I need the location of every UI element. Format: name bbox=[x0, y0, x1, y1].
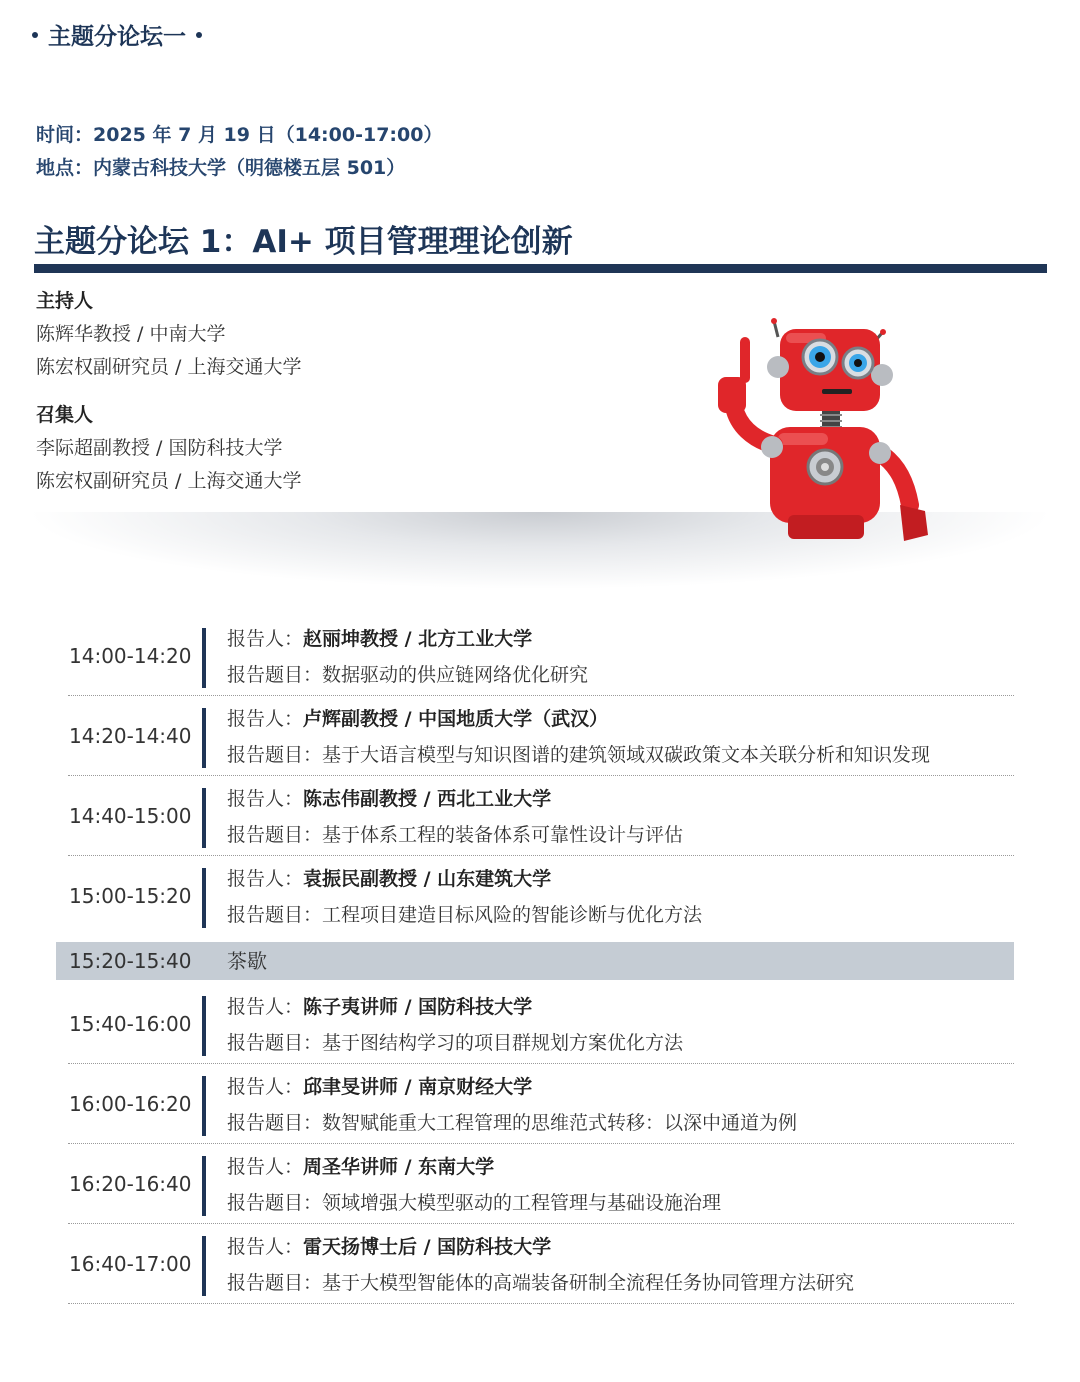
topic-label: 报告题目： bbox=[227, 1192, 323, 1214]
topic-label: 报告题目： bbox=[227, 1112, 323, 1134]
session-time: 15:40-16:00 bbox=[69, 1012, 192, 1036]
robot-illustration bbox=[700, 315, 945, 547]
bullet-dot-icon bbox=[32, 32, 38, 38]
speaker-name: 雷天扬博士后 / 国防科技大学 bbox=[303, 1236, 552, 1258]
session-time: 14:40-15:00 bbox=[69, 804, 192, 828]
schedule-row bbox=[56, 984, 1014, 1064]
topic-title: 工程项目建造目标风险的智能诊断与优化方法 bbox=[322, 904, 703, 926]
host-person: 陈辉华教授 / 中南大学 bbox=[36, 323, 226, 345]
row-accent-bar bbox=[202, 868, 206, 928]
schedule-row bbox=[56, 616, 1014, 696]
speaker-name: 赵丽坤教授 / 北方工业大学 bbox=[303, 628, 533, 650]
session-time: 16:40-17:00 bbox=[69, 1252, 192, 1276]
convener-person: 陈宏权副研究员 / 上海交通大学 bbox=[36, 470, 302, 492]
speaker-label: 报告人： bbox=[227, 708, 304, 730]
speaker-label: 报告人： bbox=[227, 1076, 304, 1098]
topic-title: 基于大模型智能体的高端装备研制全流程任务协同管理方法研究 bbox=[322, 1272, 855, 1294]
host-person: 陈宏权副研究员 / 上海交通大学 bbox=[36, 356, 302, 378]
convener-person: 李际超副教授 / 国防科技大学 bbox=[36, 437, 283, 459]
break-label: 茶歇 bbox=[227, 949, 267, 973]
speaker-label: 报告人： bbox=[227, 1236, 304, 1258]
row-accent-bar bbox=[202, 628, 206, 688]
speaker-name: 周圣华讲师 / 东南大学 bbox=[303, 1156, 495, 1178]
topic-title: 领域增强大模型驱动的工程管理与基础设施治理 bbox=[322, 1192, 722, 1214]
speaker-name: 陈子夷讲师 / 国防科技大学 bbox=[303, 996, 533, 1018]
hosts-label: 主持人 bbox=[36, 290, 94, 312]
title-rule bbox=[34, 264, 1047, 273]
speaker-name: 陈志伟副教授 / 西北工业大学 bbox=[303, 788, 552, 810]
speaker-name: 袁振民副教授 / 山东建筑大学 bbox=[303, 868, 552, 890]
people-block bbox=[36, 284, 636, 498]
speaker-label: 报告人： bbox=[227, 628, 304, 650]
schedule-row bbox=[56, 696, 1014, 776]
topic-label: 报告题目： bbox=[227, 1032, 323, 1054]
row-accent-bar bbox=[202, 996, 206, 1056]
speaker-label: 报告人： bbox=[227, 996, 304, 1018]
schedule-row bbox=[56, 776, 1014, 856]
break-time: 15:20-15:40 bbox=[69, 949, 192, 973]
bullet-dot-icon bbox=[196, 32, 202, 38]
session-time: 16:20-16:40 bbox=[69, 1172, 192, 1196]
topic-label: 报告题目： bbox=[227, 664, 323, 686]
speaker-label: 报告人： bbox=[227, 868, 304, 890]
row-accent-bar bbox=[202, 788, 206, 848]
topic-label: 报告题目： bbox=[227, 744, 323, 766]
forum-title: 主题分论坛 1：AI+ 项目管理理论创新 bbox=[34, 224, 573, 260]
event-time: 时间：2025 年 7 月 19 日（14:00-17:00） bbox=[36, 124, 443, 146]
row-accent-bar bbox=[202, 1076, 206, 1136]
topic-title: 基于体系工程的装备体系可靠性设计与评估 bbox=[322, 824, 684, 846]
speaker-name: 邱聿旻讲师 / 南京财经大学 bbox=[303, 1076, 533, 1098]
topic-label: 报告题目： bbox=[227, 904, 323, 926]
topic-label: 报告题目： bbox=[227, 824, 323, 846]
schedule bbox=[56, 616, 1014, 1304]
schedule-row bbox=[56, 1064, 1014, 1144]
schedule-row bbox=[56, 1224, 1014, 1304]
speaker-label: 报告人： bbox=[227, 788, 304, 810]
row-accent-bar bbox=[202, 708, 206, 768]
schedule-row bbox=[56, 1144, 1014, 1224]
row-accent-bar bbox=[202, 1236, 206, 1296]
session-time: 16:00-16:20 bbox=[69, 1092, 192, 1116]
topic-label: 报告题目： bbox=[227, 1272, 323, 1294]
event-place: 地点：内蒙古科技大学（明德楼五层 501） bbox=[36, 157, 406, 179]
tea-break-row bbox=[56, 942, 1014, 980]
topic-title: 数智赋能重大工程管理的思维范式转移：以深中通道为例 bbox=[322, 1112, 798, 1134]
section-tag-label: 主题分论坛一 bbox=[48, 24, 186, 50]
conveners-label: 召集人 bbox=[36, 404, 94, 426]
row-divider bbox=[68, 1303, 1014, 1304]
session-time: 14:00-14:20 bbox=[69, 644, 192, 668]
speaker-label: 报告人： bbox=[227, 1156, 304, 1178]
topic-title: 数据驱动的供应链网络优化研究 bbox=[322, 664, 589, 686]
row-accent-bar bbox=[202, 1156, 206, 1216]
schedule-row bbox=[56, 856, 1014, 936]
section-tag bbox=[32, 18, 202, 51]
session-time: 15:00-15:20 bbox=[69, 884, 192, 908]
topic-title: 基于图结构学习的项目群规划方案优化方法 bbox=[322, 1032, 684, 1054]
topic-title: 基于大语言模型与知识图谱的建筑领域双碳政策文本关联分析和知识发现 bbox=[322, 744, 931, 766]
speaker-name: 卢辉副教授 / 中国地质大学（武汉） bbox=[303, 708, 609, 730]
session-time: 14:20-14:40 bbox=[69, 724, 192, 748]
